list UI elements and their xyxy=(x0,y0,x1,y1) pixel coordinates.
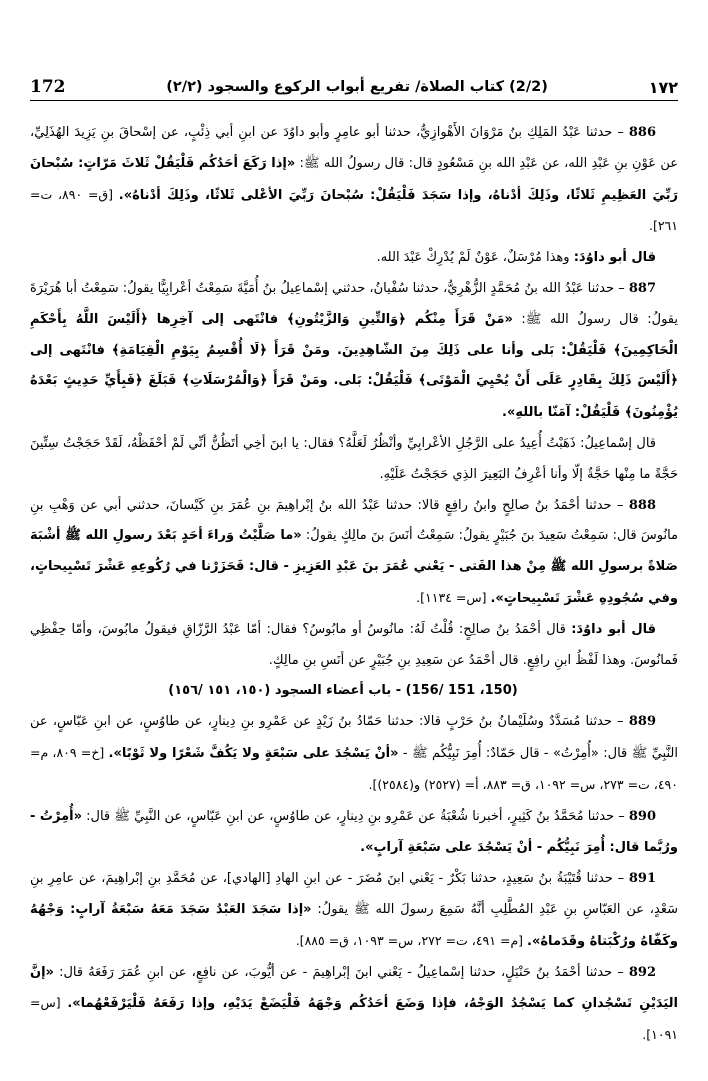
hadith-number: 890 xyxy=(628,808,656,824)
hadith-number: 888 xyxy=(628,497,656,513)
hadith-matn: «إذا سَجَدَ العَبْدُ سَجَدَ مَعَهُ سَبْعَةُ آرابٍ: وَجْهُهُ وكَفّاهُ ورُكْبَتاهُ وقَدَماهُ». xyxy=(30,901,678,949)
note-text: قال أحْمَدُ بنُ صالِحٍ: قُلْتُ لَهُ: مانُوسُ أو مابُوسُ؟ فقال: أمّا عَبْدُ الرَّزّاقِ فيقولُ مابُوسَ، وأمّا حِفْظِي فَمانُوسَ. وهذا لَفْظُ ابنِ رافِعٍ. قال أحْمَدُ عن سَعِيدِ بنِ جُبَيْرٍ عن أنَسِ بنِ مالِكٍ. xyxy=(30,621,678,668)
hadith-matn: «أُمِرْتُ - ورُبَّما قال: أُمِرَ نَبِيُّكُم - أنْ يَسْجُدَ على سَبْعَةِ آرابٍ». xyxy=(30,808,678,856)
hadith-reference: [س= ١١٣٤]. xyxy=(416,589,491,605)
hadith-matn: «ما صَلَّيْتُ وَراءَ أحَدٍ بَعْدَ رسولِ الله ﷺ أشْبَهَ صَلاةً برسولِ الله ﷺ مِنْ هذا الفَتى - يَعْني عُمَرَ بنَ عَبْدِ العَزِيزِ - قال: فَحَزَرْنا في رُكُوعِهِ عَشْرَ تَسْبِيحاتٍ، وفي سُجُودِهِ عَشْرَ تَسْبِيحاتٍ». xyxy=(30,528,678,606)
hadith-isnad: – حدثنا قُتَيْبَةُ بنُ سَعِيدٍ، حدثنا بَكْرٌ - يَعْني ابنَ مُضَرَ - عن ابنِ الهادِ [الهادي]، عن مُحَمَّدِ بنِ إبْراهِيمَ، عن عامِرِ بنِ سَعْدٍ، عن العَبّاسِ بنِ عَبْدِ المُطَّلِبِ أنَّهُ سَمِعَ رسولَ الله ﷺ يقولُ: xyxy=(30,871,678,917)
hadith-isnad: – حدثنا عَبْدُ الله بنُ مُحَمَّدٍ الزُّهْرِيُّ، حدثنا سُفْيانُ، حدثني إسْماعِيلُ بنُ أُمَيَّةَ سَمِعْتُ أعْرابِيًّا يقولُ: سَمِعْتُ أبا هُرَيْرَةَ يقولُ: قال رسولُ الله ﷺ: xyxy=(30,280,678,327)
hadith-reference: [س= ١٠٩١]. xyxy=(30,995,678,1043)
hadith-matn: «مَنْ قَرَأَ مِنْكُم ﴿وَالتِّينِ وَالزَّيْتُونِ﴾ فانْتَهى إلى آخِرِها ﴿أَلَيْسَ اللَّهُ بِأَحْكَمِ الْحَاكِمِينَ﴾ فَلْيَقُلْ: بَلى وأنا على ذَلِكَ مِنَ الشّاهِدِينَ. ومَنْ قَرَأَ ﴿لَا أُقْسِمُ بِيَوْمِ الْقِيَامَةِ﴾ فانْتَهى إلى ﴿أَلَيْسَ ذَلِكَ بِقَادِرٍ عَلَى أَنْ يُحْيِيَ الْمَوْتَى﴾ فَلْيَقُلْ: بَلى. ومَنْ قَرَأَ ﴿وَالْمُرْسَلَاتِ﴾ فَبَلَغَ ﴿فَبِأَيِّ حَدِيثٍ بَعْدَهُ يُؤْمِنُونَ﴾ فَلْيَقُلْ: آمَنّا باللهِ». xyxy=(30,311,678,421)
hadith-matn: «أنْ يَسْجُدَ على سَبْعَةٍ ولا يَكُفَّ شَعْرًا ولا ثَوْبًا». xyxy=(108,745,399,761)
hadith-matn: «إنَّ اليَدَيْنِ تَسْجُدانِ كما يَسْجُدُ الوَجْهُ، فإذا وَضَعَ أحَدُكُم وَجْهَهُ فَلْيَضَعْ يَدَيْهِ، وإذا رَفَعَهُ فَلْيَرْفَعْهُما». xyxy=(30,964,678,1012)
hadith-891 xyxy=(30,864,678,957)
note-887 xyxy=(30,429,678,491)
page-number-latin: 172 xyxy=(30,77,66,97)
note-label: قال أبو داوُدَ: xyxy=(573,250,656,266)
note-888 xyxy=(30,615,678,677)
chapter-heading: (150، 151 /156) - باب أعضاء السجود (١٥٠، ١٥١ /١٥٦) xyxy=(168,683,518,699)
hadith-isnad: – حدثنا عَبْدُ المَلِكِ بنُ مَرْوَانَ الأَهْوازِيُّ، حدثنا أبو عامِرٍ وأبو داوُدَ عن ابنِ أبي ذِئْبٍ، عن إسْحاقَ بنِ يَزِيدَ الهُذَلِيِّ، عن عَوْنِ بنِ عَبْدِ الله، عن عَبْدِ الله بنِ مَسْعُودٍ قال: قال رسولُ الله ﷺ: xyxy=(30,125,679,171)
hadith-reference: [ق= ٨٩٠، ت= ٢٦١]. xyxy=(30,186,678,234)
hadith-890 xyxy=(30,802,678,865)
hadith-number: 889 xyxy=(628,714,656,730)
hadith-number: 887 xyxy=(628,280,656,296)
hadith-number: 886 xyxy=(628,125,656,140)
page-body xyxy=(30,118,678,1052)
hadith-887 xyxy=(30,274,678,429)
hadith-isnad: – حدثنا مُحَمَّدُ بنُ كَثِيرٍ، أخبرنا شُعْبَةُ عن عَمْرِو بنِ دِينارٍ، عن طاوُسٍ، عن ابنِ عَبّاسٍ، عن النَّبِيِّ ﷺ قال: xyxy=(81,808,629,824)
hadith-reference: [خ= ٨٠٩، م= ٤٩٠، ت= ٢٧٣، س= ١٠٩٢، ق= ٨٨٣، أ= (٢٥٢٧) و(٢٥٨٤)]. xyxy=(30,744,678,792)
note-text: وهذا مُرْسَلٌ، عَوْنٌ لَمْ يُدْرِكْ عَبْدَ الله. xyxy=(376,250,574,266)
hadith-number: 891 xyxy=(628,871,656,887)
hadith-889 xyxy=(30,707,678,801)
note-text: قال إسْماعِيلُ: ذَهَبْتُ أُعِيدُ على الرَّجُلِ الأعْرابِيِّ وأنْظُرُ لَعَلَّهُ؟ فقال: يا ابنَ أخِي أتَظُنُّ أنِّي لَمْ أحْفَظْهُ، لَقَدْ حَجَجْتُ سِتِّينَ حَجَّةً ما مِنْها حَجَّةٌ إلّا وأنا أعْرِفُ البَعِيرَ الذِي حَجَجْتُ عَلَيْهِ. xyxy=(30,435,678,482)
hadith-reference: [م= ٤٩١، ت= ٢٧٢، س= ١٠٩٣، ق= ٨٨٥]. xyxy=(295,932,528,948)
hadith-888 xyxy=(30,491,678,615)
page-number-arabic: ١٧٢ xyxy=(648,77,678,97)
hadith-matn: «إذا رَكَعَ أحَدُكُم فَلْيَقُلْ ثَلاثَ مَرّاتٍ: سُبْحانَ رَبِّيَ العَظِيمِ ثَلاثًا، وذَلِكَ أدْناهُ، وإذا سَجَدَ فَلْيَقُلْ: سُبْحانَ رَبِّيَ الأعْلى ثَلاثًا، وذَلِكَ أدْناهُ». xyxy=(30,155,679,203)
hadith-886 xyxy=(30,118,678,243)
page-header xyxy=(30,74,678,101)
note-886 xyxy=(30,243,678,274)
hadith-isnad: – حدثنا أحْمَدُ بنُ صالِحٍ وابنُ رافِعٍ قالا: حدثنا عَبْدُ الله بنُ إبْراهِيمَ بنِ عُمَرَ بنِ كَيْسانَ، حدثني أبي عن وَهْبِ بنِ مانُوسَ قال: سَمِعْتُ سَعِيدَ بنَ جُبَيْرٍ يقولُ: سَمِعْتُ أنَسَ بنَ مالِكٍ يقولُ: xyxy=(30,497,679,544)
running-title: (2/2) كتاب الصلاة/ تفريع أبواب الركوع والسجود (٢/٢) xyxy=(166,79,548,95)
note-label: قال أبو داوُدَ: xyxy=(571,621,656,637)
hadith-isnad: – حدثنا أحْمَدُ بنُ حَنْبَلٍ، حدثنا إسْماعِيلُ - يَعْني ابنَ إبْراهِيمَ - عن أيُّوبَ، عن نافِعٍ، عن ابنِ عُمَرَ رَفَعَهُ قال: xyxy=(53,964,629,980)
hadith-isnad: – حدثنا مُسَدَّدٌ وسُلَيْمانُ بنُ حَرْبٍ قالا: حدثنا حَمّادُ بنُ زَيْدٍ عن عَمْرِو بنِ دِينارٍ، عن طاوُسٍ، عن ابنِ عَبّاسٍ، عن النَّبِيِّ ﷺ قال: «أُمِرْتُ» - قال حَمّادٌ: أُمِرَ نَبِيُّكُم ﷺ - xyxy=(30,714,678,761)
hadith-892 xyxy=(30,958,678,1052)
hadith-number: 892 xyxy=(628,964,656,980)
